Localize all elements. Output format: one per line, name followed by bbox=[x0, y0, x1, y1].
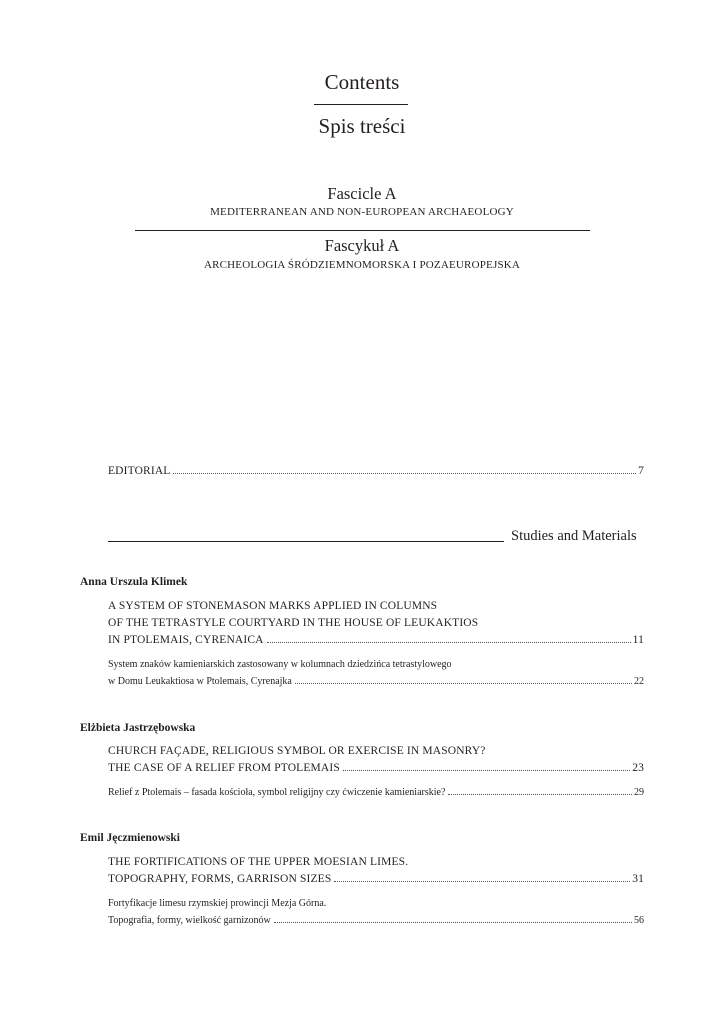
page-number: 31 bbox=[632, 873, 644, 885]
fascicle-divider bbox=[135, 230, 590, 231]
fascicle-subtitle-polish: ARCHEOLOGIA ŚRÓDZIEMNOMORSKA I POZAEUROPEJSKA bbox=[203, 259, 521, 271]
page-number: 56 bbox=[634, 915, 644, 926]
toc-entry-title[interactable] bbox=[108, 873, 644, 885]
section-rule bbox=[108, 541, 504, 542]
dot-leader bbox=[274, 922, 632, 923]
entry-author: Elżbieta Jastrzębowska bbox=[80, 722, 196, 734]
toc-label: EDITORIAL bbox=[108, 465, 171, 477]
fascicle-subtitle: MEDITERRANEAN AND NON-EUROPEAN ARCHAEOLOGY bbox=[210, 206, 514, 218]
page-number: 22 bbox=[634, 676, 644, 687]
dot-leader bbox=[343, 770, 630, 771]
entry-title-line: THE CASE OF A RELIEF FROM PTOLEMAIS bbox=[108, 762, 340, 774]
toc-editorial[interactable] bbox=[108, 465, 644, 477]
fascicle-title: Fascicle A bbox=[327, 184, 397, 203]
entry-author: Emil Jęczmienowski bbox=[80, 832, 180, 844]
dot-leader bbox=[267, 642, 631, 643]
toc-entry-polish[interactable] bbox=[108, 787, 644, 798]
entry-polish-line: Fortyfikacje limesu rzymskiej prowincji Mezja Górna. bbox=[108, 898, 327, 909]
dot-leader bbox=[448, 794, 632, 795]
entry-title-line: CHURCH FAÇADE, RELIGIOUS SYMBOL OR EXERCISE IN MASONRY? bbox=[108, 745, 486, 757]
entry-title-line: IN PTOLEMAIS, CYRENAICA bbox=[108, 634, 264, 646]
entry-title-line: OF THE TETRASTYLE COURTYARD IN THE HOUSE OF LEUKAKTIOS bbox=[108, 617, 479, 629]
page-title-polish: Spis treści bbox=[318, 114, 406, 138]
page-number: 7 bbox=[638, 465, 644, 477]
toc-entry-polish[interactable] bbox=[108, 676, 644, 687]
entry-author: Anna Urszula Klimek bbox=[80, 576, 188, 588]
entry-polish-line: Topografia, formy, wielkość garnizonów bbox=[108, 915, 271, 926]
page-number: 29 bbox=[634, 787, 644, 798]
dot-leader bbox=[173, 473, 636, 474]
entry-polish-line: System znaków kamieniarskich zastosowany w kolumnach dziedzińca tetrastylowego bbox=[108, 659, 452, 670]
toc-entry-polish[interactable] bbox=[108, 915, 644, 926]
toc-entry-title[interactable] bbox=[108, 634, 644, 646]
page-title: Contents bbox=[324, 70, 400, 94]
page-number: 11 bbox=[632, 634, 644, 646]
entry-title-line: TOPOGRAPHY, FORMS, GARRISON SIZES bbox=[108, 873, 332, 885]
fascicle-title-polish: Fascykuł A bbox=[324, 236, 400, 255]
entry-polish-line: w Domu Leukaktiosa w Ptolemais, Cyrenajka bbox=[108, 676, 292, 687]
toc-entry-title[interactable] bbox=[108, 762, 644, 774]
section-title: Studies and Materials bbox=[511, 528, 637, 544]
dot-leader bbox=[334, 881, 630, 882]
dot-leader bbox=[295, 683, 632, 684]
entry-title-line: THE FORTIFICATIONS OF THE UPPER MOESIAN LIMES. bbox=[108, 856, 409, 868]
page-number: 23 bbox=[632, 762, 644, 774]
title-divider bbox=[314, 104, 408, 105]
entry-polish-line: Relief z Ptolemais – fasada kościoła, symbol religijny czy ćwiczenie kamieniarskie? bbox=[108, 787, 446, 798]
entry-title-line: A SYSTEM OF STONEMASON MARKS APPLIED IN COLUMNS bbox=[108, 600, 438, 612]
